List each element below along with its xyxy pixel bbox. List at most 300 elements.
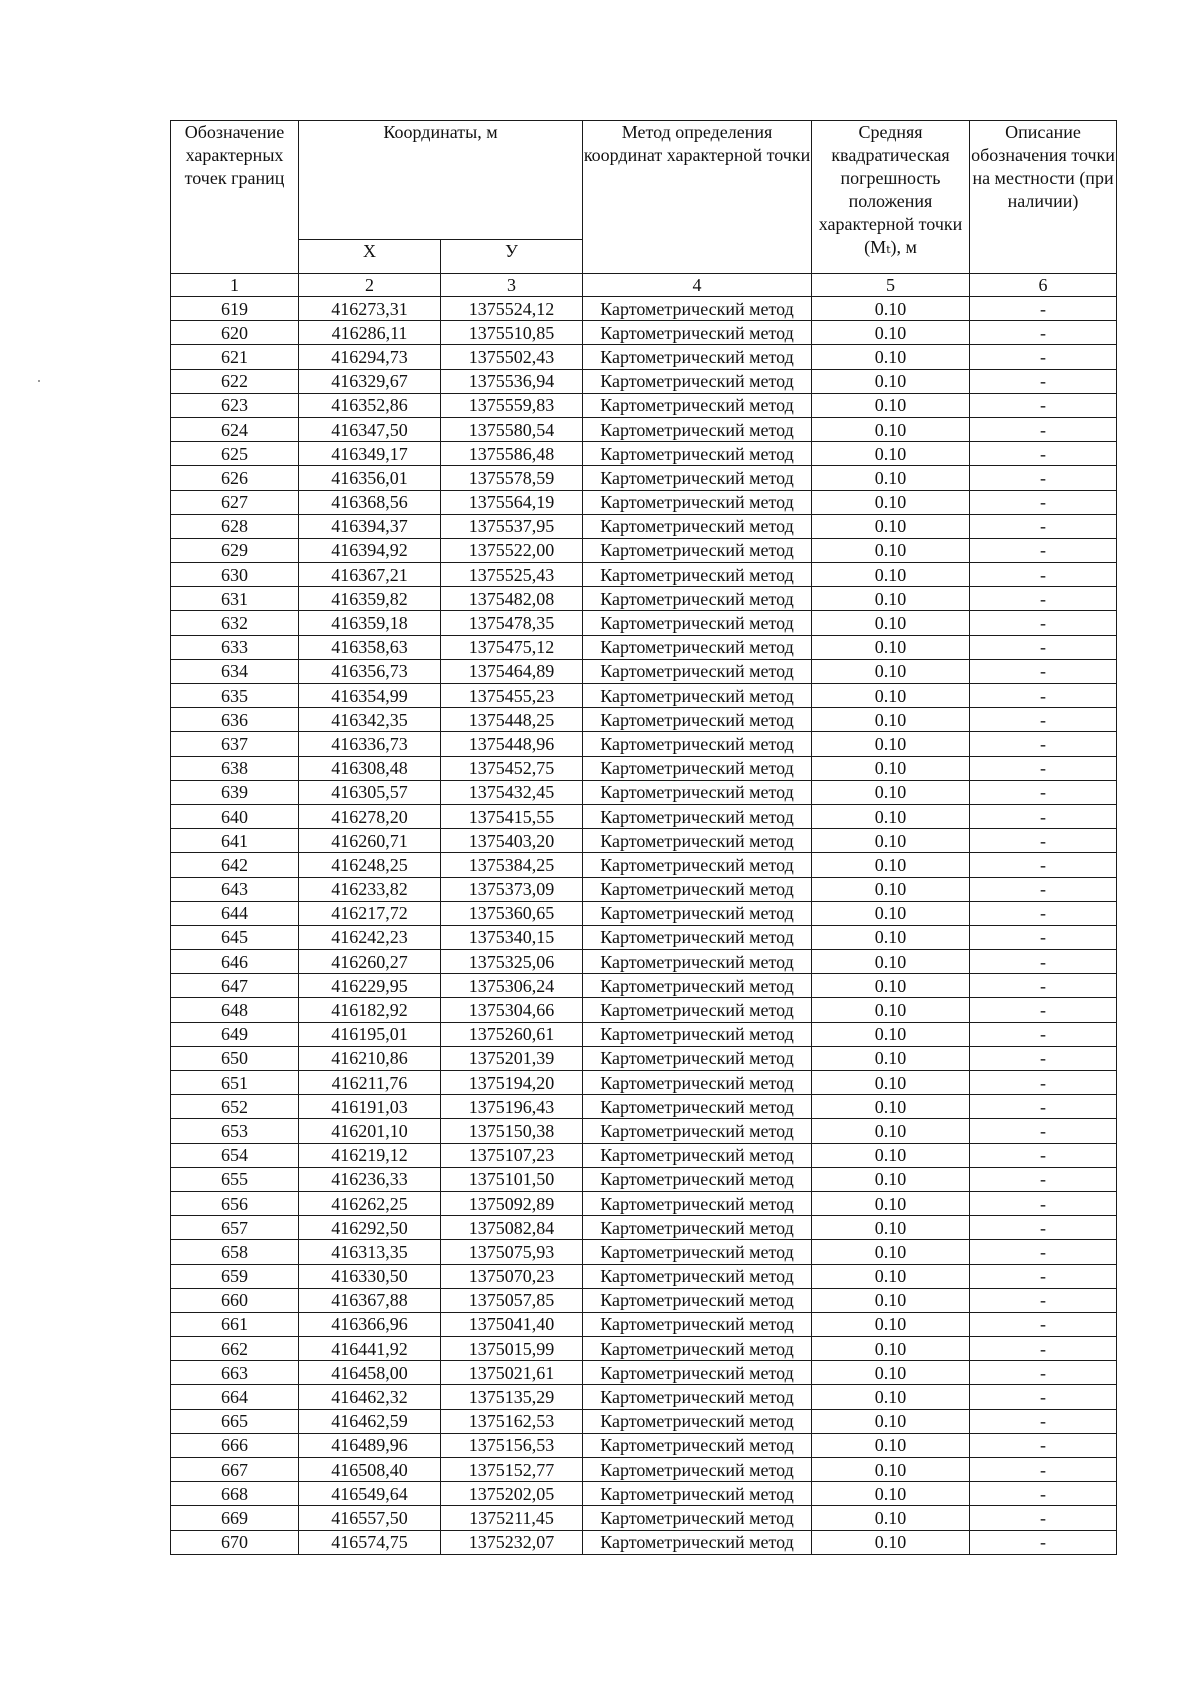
table-row [171,780,1117,804]
method-cell: Картометрический метод [583,756,812,780]
point-number-cell: 637 [171,732,299,756]
point-number-cell: 660 [171,1288,299,1312]
method-cell: Картометрический метод [583,297,812,321]
table-row [171,1385,1117,1409]
table-row [171,1530,1117,1554]
y-coordinate-cell: 1375260,61 [441,1022,583,1046]
table-row [171,1288,1117,1312]
description-cell: - [970,1506,1117,1530]
mean-error-cell: 0.10 [812,1506,970,1530]
x-coordinate-cell: 416368,56 [299,490,441,514]
description-cell: - [970,1143,1117,1167]
mean-error-cell: 0.10 [812,1264,970,1288]
method-cell: Картометрический метод [583,998,812,1022]
method-cell: Картометрический метод [583,1119,812,1143]
description-cell: - [970,1482,1117,1506]
point-number-cell: 663 [171,1361,299,1385]
y-coordinate-cell: 1375455,23 [441,684,583,708]
method-cell: Картометрический метод [583,345,812,369]
y-coordinate-cell: 1375306,24 [441,974,583,998]
method-cell: Картометрический метод [583,393,812,417]
mean-error-cell: 0.10 [812,1143,970,1167]
table-row [171,611,1117,635]
description-cell: - [970,1095,1117,1119]
method-cell: Картометрический метод [583,490,812,514]
header-method: Метод определения координат характерной точки [583,121,812,274]
table-row [171,756,1117,780]
scan-speck [38,380,40,382]
point-number-cell: 635 [171,684,299,708]
method-cell: Картометрический метод [583,635,812,659]
table-row [171,417,1117,441]
description-cell: - [970,538,1117,562]
point-number-cell: 668 [171,1482,299,1506]
point-number-cell: 665 [171,1409,299,1433]
y-coordinate-cell: 1375194,20 [441,1071,583,1095]
table-row [171,1506,1117,1530]
description-cell: - [970,393,1117,417]
x-coordinate-cell: 416195,01 [299,1022,441,1046]
mean-error-cell: 0.10 [812,1046,970,1070]
point-number-cell: 630 [171,563,299,587]
y-coordinate-cell: 1375452,75 [441,756,583,780]
point-number-cell: 632 [171,611,299,635]
method-cell: Картометрический метод [583,1191,812,1215]
description-cell: - [970,877,1117,901]
table-row [171,1119,1117,1143]
description-cell: - [970,804,1117,828]
x-coordinate-cell: 416260,71 [299,829,441,853]
mean-error-cell: 0.10 [812,925,970,949]
table-row [171,829,1117,853]
x-coordinate-cell: 416356,73 [299,659,441,683]
table-row [171,393,1117,417]
description-cell: - [970,1409,1117,1433]
y-coordinate-cell: 1375403,20 [441,829,583,853]
method-cell: Картометрический метод [583,1409,812,1433]
table-row [171,1409,1117,1433]
mean-error-cell: 0.10 [812,853,970,877]
mean-error-cell: 0.10 [812,877,970,901]
method-cell: Картометрический метод [583,1458,812,1482]
table-row [171,587,1117,611]
x-coordinate-cell: 416236,33 [299,1167,441,1191]
x-coordinate-cell: 416489,96 [299,1433,441,1457]
y-coordinate-cell: 1375021,61 [441,1361,583,1385]
description-cell: - [970,732,1117,756]
x-coordinate-cell: 416367,88 [299,1288,441,1312]
method-cell: Картометрический метод [583,1240,812,1264]
mean-error-cell: 0.10 [812,514,970,538]
y-coordinate-cell: 1375564,19 [441,490,583,514]
table-row [171,998,1117,1022]
y-coordinate-cell: 1375092,89 [441,1191,583,1215]
x-coordinate-cell: 416308,48 [299,756,441,780]
table-header [171,121,1117,297]
point-number-cell: 669 [171,1506,299,1530]
table-row [171,925,1117,949]
point-number-cell: 626 [171,466,299,490]
method-cell: Картометрический метод [583,563,812,587]
method-cell: Картометрический метод [583,611,812,635]
table-row [171,321,1117,345]
x-coordinate-cell: 416219,12 [299,1143,441,1167]
y-coordinate-cell: 1375041,40 [441,1312,583,1336]
y-coordinate-cell: 1375202,05 [441,1482,583,1506]
mean-error-cell: 0.10 [812,998,970,1022]
description-cell: - [970,1264,1117,1288]
x-coordinate-cell: 416305,57 [299,780,441,804]
description-cell: - [970,417,1117,441]
table-row [171,684,1117,708]
point-number-cell: 641 [171,829,299,853]
point-number-cell: 662 [171,1337,299,1361]
description-cell: - [970,563,1117,587]
point-number-cell: 661 [171,1312,299,1336]
point-number-cell: 634 [171,659,299,683]
x-coordinate-cell: 416217,72 [299,901,441,925]
mean-error-cell: 0.10 [812,345,970,369]
mean-error-cell: 0.10 [812,611,970,635]
header-coordinates: Координаты, м [299,121,583,240]
point-number-cell: 651 [171,1071,299,1095]
y-coordinate-cell: 1375525,43 [441,563,583,587]
point-number-cell: 639 [171,780,299,804]
x-coordinate-cell: 416394,37 [299,514,441,538]
y-coordinate-cell: 1375415,55 [441,804,583,828]
table-row [171,1022,1117,1046]
column-number: 5 [812,274,970,297]
mean-error-cell: 0.10 [812,1022,970,1046]
table-row [171,974,1117,998]
x-coordinate-cell: 416229,95 [299,974,441,998]
x-coordinate-cell: 416260,27 [299,950,441,974]
y-coordinate-cell: 1375015,99 [441,1337,583,1361]
method-cell: Картометрический метод [583,1288,812,1312]
method-cell: Картометрический метод [583,1433,812,1457]
y-coordinate-cell: 1375559,83 [441,393,583,417]
point-number-cell: 646 [171,950,299,974]
description-cell: - [970,950,1117,974]
table-row [171,369,1117,393]
y-coordinate-cell: 1375057,85 [441,1288,583,1312]
description-cell: - [970,1530,1117,1554]
y-coordinate-cell: 1375304,66 [441,998,583,1022]
point-number-cell: 648 [171,998,299,1022]
x-coordinate-cell: 416286,11 [299,321,441,345]
description-cell: - [970,321,1117,345]
mean-error-cell: 0.10 [812,442,970,466]
table-row [171,1216,1117,1240]
table-row [171,1095,1117,1119]
point-number-cell: 654 [171,1143,299,1167]
y-coordinate-cell: 1375075,93 [441,1240,583,1264]
x-coordinate-cell: 416329,67 [299,369,441,393]
mean-error-cell: 0.10 [812,369,970,393]
y-coordinate-cell: 1375156,53 [441,1433,583,1457]
method-cell: Картометрический метод [583,780,812,804]
description-cell: - [970,442,1117,466]
description-cell: - [970,1288,1117,1312]
point-number-cell: 622 [171,369,299,393]
method-cell: Картометрический метод [583,1216,812,1240]
mean-error-cell: 0.10 [812,829,970,853]
x-coordinate-cell: 416330,50 [299,1264,441,1288]
x-coordinate-cell: 416342,35 [299,708,441,732]
x-coordinate-cell: 416262,25 [299,1191,441,1215]
description-cell: - [970,1361,1117,1385]
method-cell: Картометрический метод [583,684,812,708]
method-cell: Картометрический метод [583,1482,812,1506]
y-coordinate-cell: 1375482,08 [441,587,583,611]
x-coordinate-cell: 416349,17 [299,442,441,466]
x-coordinate-cell: 416359,82 [299,587,441,611]
y-coordinate-cell: 1375162,53 [441,1409,583,1433]
mean-error-cell: 0.10 [812,466,970,490]
x-coordinate-cell: 416557,50 [299,1506,441,1530]
x-coordinate-cell: 416354,99 [299,684,441,708]
x-coordinate-cell: 416191,03 [299,1095,441,1119]
method-cell: Картометрический метод [583,417,812,441]
description-cell: - [970,925,1117,949]
x-coordinate-cell: 416549,64 [299,1482,441,1506]
table-body [171,297,1117,1555]
table-row [171,490,1117,514]
description-cell: - [970,901,1117,925]
method-cell: Картометрический метод [583,1095,812,1119]
table-row [171,1361,1117,1385]
point-number-cell: 631 [171,587,299,611]
x-coordinate-cell: 416356,01 [299,466,441,490]
description-cell: - [970,1191,1117,1215]
table-row [171,659,1117,683]
x-coordinate-cell: 416462,59 [299,1409,441,1433]
method-cell: Картометрический метод [583,321,812,345]
point-number-cell: 633 [171,635,299,659]
description-cell: - [970,974,1117,998]
table-row [171,514,1117,538]
header-point-designation: Обозначение характерных точек границ [171,121,299,274]
mean-error-cell: 0.10 [812,1361,970,1385]
description-cell: - [970,1046,1117,1070]
point-number-cell: 638 [171,756,299,780]
mean-error-cell: 0.10 [812,974,970,998]
x-coordinate-cell: 416352,86 [299,393,441,417]
method-cell: Картометрический метод [583,1264,812,1288]
method-cell: Картометрический метод [583,1506,812,1530]
table-row [171,853,1117,877]
method-cell: Картометрический метод [583,538,812,562]
point-number-cell: 658 [171,1240,299,1264]
x-coordinate-cell: 416508,40 [299,1458,441,1482]
method-cell: Картометрический метод [583,1167,812,1191]
description-cell: - [970,684,1117,708]
point-number-cell: 636 [171,708,299,732]
mean-error-cell: 0.10 [812,1530,970,1554]
y-coordinate-cell: 1375475,12 [441,635,583,659]
description-cell: - [970,780,1117,804]
y-coordinate-cell: 1375478,35 [441,611,583,635]
description-cell: - [970,829,1117,853]
point-number-cell: 629 [171,538,299,562]
y-coordinate-cell: 1375432,45 [441,780,583,804]
y-coordinate-cell: 1375150,38 [441,1119,583,1143]
mean-error-cell: 0.10 [812,563,970,587]
mean-error-cell: 0.10 [812,1409,970,1433]
point-number-cell: 623 [171,393,299,417]
y-coordinate-cell: 1375524,12 [441,297,583,321]
table-row [171,708,1117,732]
y-coordinate-cell: 1375537,95 [441,514,583,538]
method-cell: Картометрический метод [583,1337,812,1361]
y-coordinate-cell: 1375522,00 [441,538,583,562]
column-number: 2 [299,274,441,297]
point-number-cell: 656 [171,1191,299,1215]
mean-error-cell: 0.10 [812,417,970,441]
point-number-cell: 644 [171,901,299,925]
point-number-cell: 619 [171,297,299,321]
point-number-cell: 657 [171,1216,299,1240]
table-row [171,297,1117,321]
point-number-cell: 653 [171,1119,299,1143]
mean-error-cell: 0.10 [812,297,970,321]
coordinates-table [170,120,1117,1555]
mean-error-cell: 0.10 [812,780,970,804]
description-cell: - [970,345,1117,369]
y-coordinate-cell: 1375135,29 [441,1385,583,1409]
description-cell: - [970,1312,1117,1336]
point-number-cell: 625 [171,442,299,466]
y-coordinate-cell: 1375101,50 [441,1167,583,1191]
mean-error-cell: 0.10 [812,1191,970,1215]
mean-error-cell: 0.10 [812,393,970,417]
table-row [171,877,1117,901]
point-number-cell: 643 [171,877,299,901]
y-coordinate-cell: 1375448,96 [441,732,583,756]
table-row [171,1433,1117,1457]
y-coordinate-cell: 1375580,54 [441,417,583,441]
x-coordinate-cell: 416210,86 [299,1046,441,1070]
description-cell: - [970,1240,1117,1264]
mean-error-cell: 0.10 [812,635,970,659]
table-row [171,1458,1117,1482]
mean-error-cell: 0.10 [812,1288,970,1312]
column-number: 4 [583,274,812,297]
x-coordinate-cell: 416242,23 [299,925,441,949]
x-coordinate-cell: 416347,50 [299,417,441,441]
point-number-cell: 624 [171,417,299,441]
table-row [171,1071,1117,1095]
x-coordinate-cell: 416367,21 [299,563,441,587]
point-number-cell: 652 [171,1095,299,1119]
mean-error-cell: 0.10 [812,950,970,974]
header-x: X [299,240,441,274]
description-cell: - [970,514,1117,538]
description-cell: - [970,1167,1117,1191]
method-cell: Картометрический метод [583,514,812,538]
description-cell: - [970,297,1117,321]
mean-error-cell: 0.10 [812,804,970,828]
y-coordinate-cell: 1375384,25 [441,853,583,877]
point-number-cell: 627 [171,490,299,514]
method-cell: Картометрический метод [583,1143,812,1167]
mean-error-cell: 0.10 [812,659,970,683]
mean-error-cell: 0.10 [812,684,970,708]
method-cell: Картометрический метод [583,587,812,611]
mean-error-cell: 0.10 [812,1385,970,1409]
table-row [171,1482,1117,1506]
method-cell: Картометрический метод [583,1022,812,1046]
mean-error-cell: 0.10 [812,1458,970,1482]
mean-error-cell: 0.10 [812,1167,970,1191]
x-coordinate-cell: 416278,20 [299,804,441,828]
mean-error-cell: 0.10 [812,1119,970,1143]
x-coordinate-cell: 416233,82 [299,877,441,901]
mean-error-cell: 0.10 [812,490,970,514]
table-row [171,1191,1117,1215]
description-cell: - [970,853,1117,877]
column-number: 1 [171,274,299,297]
x-coordinate-cell: 416248,25 [299,853,441,877]
point-number-cell: 667 [171,1458,299,1482]
description-cell: - [970,1458,1117,1482]
table-row [171,1337,1117,1361]
header-mean-error: Средняя квадратическая погрешность положения характерной точки (Mₜ), м [812,121,970,274]
y-coordinate-cell: 1375586,48 [441,442,583,466]
point-number-cell: 670 [171,1530,299,1554]
table-row [171,950,1117,974]
table-row [171,538,1117,562]
method-cell: Картометрический метод [583,829,812,853]
description-cell: - [970,998,1117,1022]
column-number-row [171,274,1117,297]
y-coordinate-cell: 1375340,15 [441,925,583,949]
column-number: 3 [441,274,583,297]
method-cell: Картометрический метод [583,1361,812,1385]
y-coordinate-cell: 1375070,23 [441,1264,583,1288]
y-coordinate-cell: 1375360,65 [441,901,583,925]
y-coordinate-cell: 1375448,25 [441,708,583,732]
mean-error-cell: 0.10 [812,321,970,345]
table-row [171,901,1117,925]
description-cell: - [970,1433,1117,1457]
point-number-cell: 664 [171,1385,299,1409]
y-coordinate-cell: 1375325,06 [441,950,583,974]
x-coordinate-cell: 416294,73 [299,345,441,369]
table-row [171,563,1117,587]
mean-error-cell: 0.10 [812,708,970,732]
x-coordinate-cell: 416211,76 [299,1071,441,1095]
mean-error-cell: 0.10 [812,538,970,562]
x-coordinate-cell: 416292,50 [299,1216,441,1240]
method-cell: Картометрический метод [583,1071,812,1095]
description-cell: - [970,1385,1117,1409]
x-coordinate-cell: 416574,75 [299,1530,441,1554]
column-number: 6 [970,274,1117,297]
table-row [171,1240,1117,1264]
table-row [171,1167,1117,1191]
x-coordinate-cell: 416394,92 [299,538,441,562]
description-cell: - [970,1119,1117,1143]
mean-error-cell: 0.10 [812,1337,970,1361]
x-coordinate-cell: 416462,32 [299,1385,441,1409]
description-cell: - [970,466,1117,490]
description-cell: - [970,490,1117,514]
table-row [171,442,1117,466]
point-number-cell: 642 [171,853,299,877]
point-number-cell: 640 [171,804,299,828]
table-row [171,1046,1117,1070]
